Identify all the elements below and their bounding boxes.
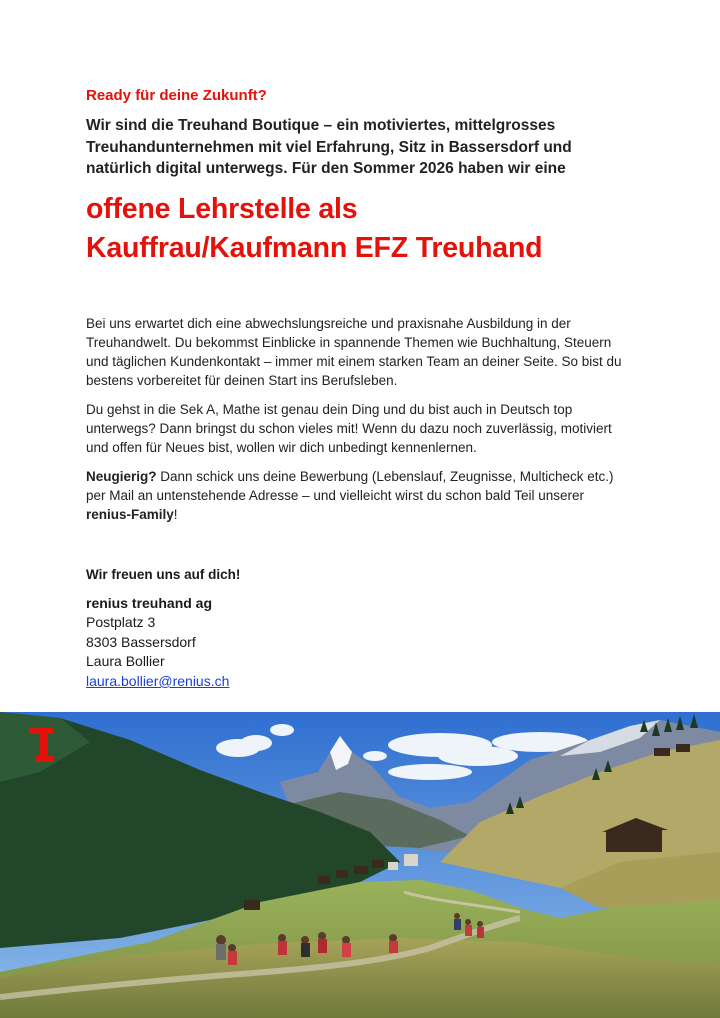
alpine-landscape-photo — [0, 712, 720, 1018]
contact-person: Laura Bollier — [86, 653, 165, 670]
kicker: Ready für deine Zukunft? — [86, 87, 267, 104]
email-link[interactable]: laura.bollier@renius.ch — [86, 672, 230, 689]
paragraph-requirements: Du gehst in die Sek A, Mathe ist genau dein Ding und du bist auch in Deutsch top unterwegs? Dann bringst du schon vieles mit! Wenn du dazu noch zuverlässig, motiviert und offen für Neues bist, wollen wir dich unbedingt kennenlernen. — [86, 401, 612, 455]
intro-text: Wir sind die Treuhand Boutique – ein motiviertes, mittelgrosses Treuhandunternehmen mit viel Erfahrung, Sitz in Bassersdorf und natürlich digital unterwegs. Für den Sommer 2026 haben wir eine — [86, 117, 572, 177]
job-ad-content — [86, 86, 626, 691]
headline-line-1: offene Lehrstelle als — [86, 192, 358, 225]
apply-text: Dann schick uns deine Bewerbung (Lebenslauf, Zeugnisse, Multicheck etc.) per Mail an untenstehende Adresse – und vielleicht wirst du schon bald Teil unserer — [86, 468, 614, 503]
contact-address — [86, 594, 626, 692]
city: 8303 Bassersdorf — [86, 633, 196, 650]
apply-end: ! — [173, 506, 178, 522]
street: Postplatz 3 — [86, 614, 156, 631]
paragraph-apply — [86, 467, 626, 524]
paragraph-training: Bei uns erwartet dich eine abwechslungsreiche und praxisnahe Ausbildung in der Treuhandwelt. Du bekommst Einblicke in spannende Themen wie Buchhaltung, Steuern und täglichen Kundenkontakt – immer mit einem starken Team an deiner Seite. So bist du bestens vorbereitet für deinen Start ins Berufsleben. — [86, 315, 622, 388]
company-name: renius treuhand ag — [86, 594, 213, 611]
greeting: Wir freuen uns auf dich! — [86, 566, 241, 582]
brand-family: renius-Family — [86, 506, 174, 522]
logo-letter: T — [41, 747, 43, 749]
headline — [86, 190, 626, 268]
apply-lead: Neugierig? — [86, 468, 157, 484]
headline-line-2: Kauffrau/Kaufmann EFZ Treuhand — [86, 231, 543, 264]
